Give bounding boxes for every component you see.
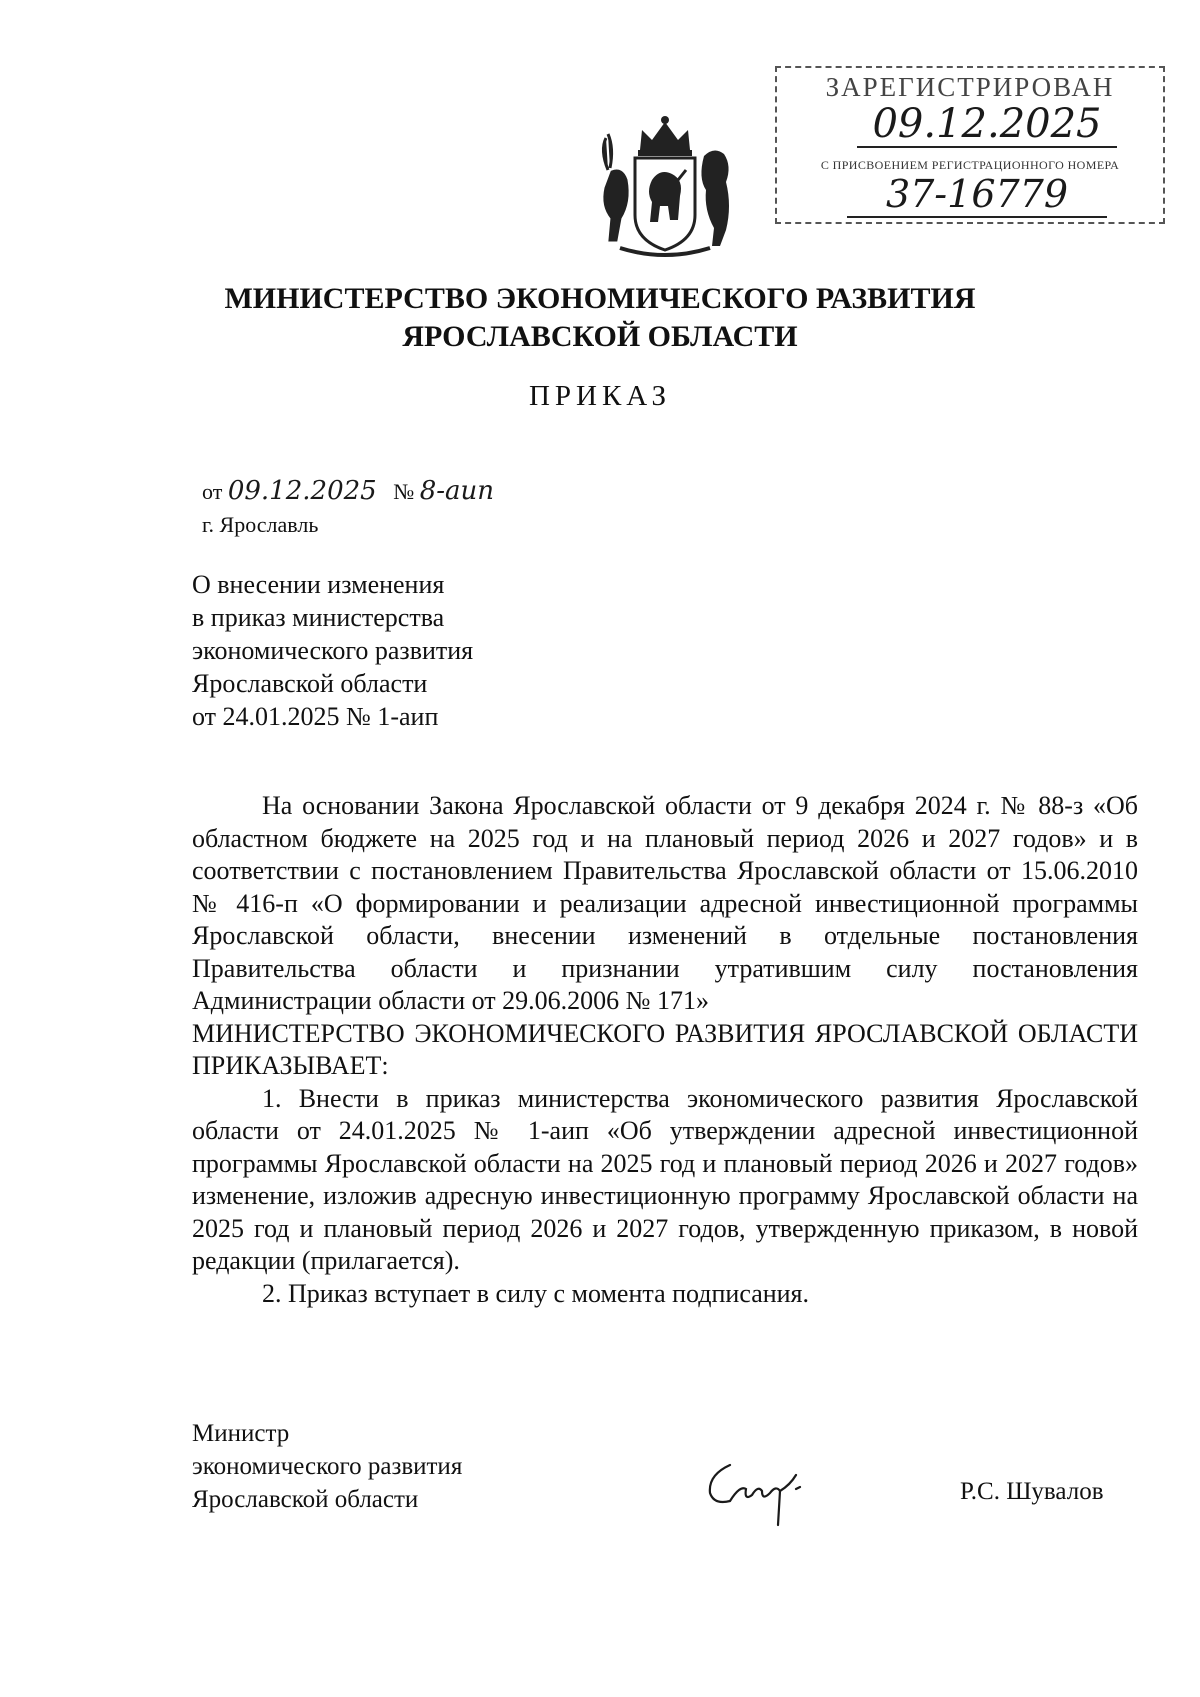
handwritten-date: 09.12.2025 [227,476,377,506]
signatory-title [192,1417,592,1516]
number-prefix: № [393,479,415,504]
preamble-paragraph: На основании Закона Ярославской области от 9 декабря 2024 г. № 88-з «Об областном бюджете на 2025 год и на плановый период 2026 и 2027 годов» и в соответствии с постановлением Правительства Ярославской области от 15.06.2010 № 416-п «О формировании и реализации адресной инвестиционной программы Ярославской области, внесении изменений в отдельные постановления Правительства области и признании утратившим силу постановления Администрации области от 29.06.2006 № 171» [192,791,1138,1015]
registration-stamp [775,66,1165,224]
coat-of-arms-emblem [580,110,750,260]
ministry-line-1: МИНИСТЕРСТВО ЭКОНОМИЧЕСКОГО РАЗВИТИЯ [224,282,976,315]
stamp-subtitle: С ПРИСВОЕНИЕМ РЕГИСТРАЦИОННОГО НОМЕРА [820,158,1120,172]
city: г. Ярославль [202,512,319,537]
signatory-title-line: Министр [192,1420,290,1447]
date-number-line [202,476,494,506]
document-type: ПРИКАЗ [528,380,672,412]
signatory-name: Р.С. Шувалов [960,1478,1104,1505]
handwritten-number: 8-аип [419,476,495,506]
subject-line: в приказ министерства [192,603,445,632]
order-subject [192,568,612,733]
ministry-heading [0,280,1200,356]
signatory-title-line: экономического развития [192,1453,463,1480]
stamp-header: ЗАРЕГИСТРИРОВАН [825,72,1115,102]
stamp-date: 09.12.2025 [857,102,1117,148]
order-body [192,790,1138,1310]
ordering-clause: МИНИСТЕРСТВО ЭКОНОМИЧЕСКОГО РАЗВИТИЯ ЯРОСЛАВСКОЙ ОБЛАСТИ ПРИКАЗЫВАЕТ: [192,1018,1138,1080]
ministry-line-2: ЯРОСЛАВСКОЙ ОБЛАСТИ [402,320,798,353]
signatory-title-line: Ярославской области [192,1486,419,1513]
handwritten-signature [700,1445,830,1535]
subject-line: Ярославской области [192,669,428,698]
item-1-paragraph: 1. Внести в приказ министерства экономического развития Ярославской области от 24.01.2025 № 1-аип «Об утверждении адресной инвестиционной программы Ярославской области на 2025 год и плановый период 2026 и 2027 годов» изменение, изложив адресную инвестиционную программу Ярославской области на 2025 год и плановый период 2026 и 2027 годов, утвержденную приказом, в новой редакции (прилагается). [192,1083,1138,1275]
subject-line: экономического развития [192,636,474,665]
date-prefix: от [202,479,223,504]
stamp-number: 37-16779 [847,172,1107,218]
subject-line: О внесении изменения [192,570,445,599]
item-2-paragraph: 2. Приказ вступает в силу с момента подписания. [262,1278,810,1308]
subject-line: от 24.01.2025 № 1-аип [192,702,439,731]
